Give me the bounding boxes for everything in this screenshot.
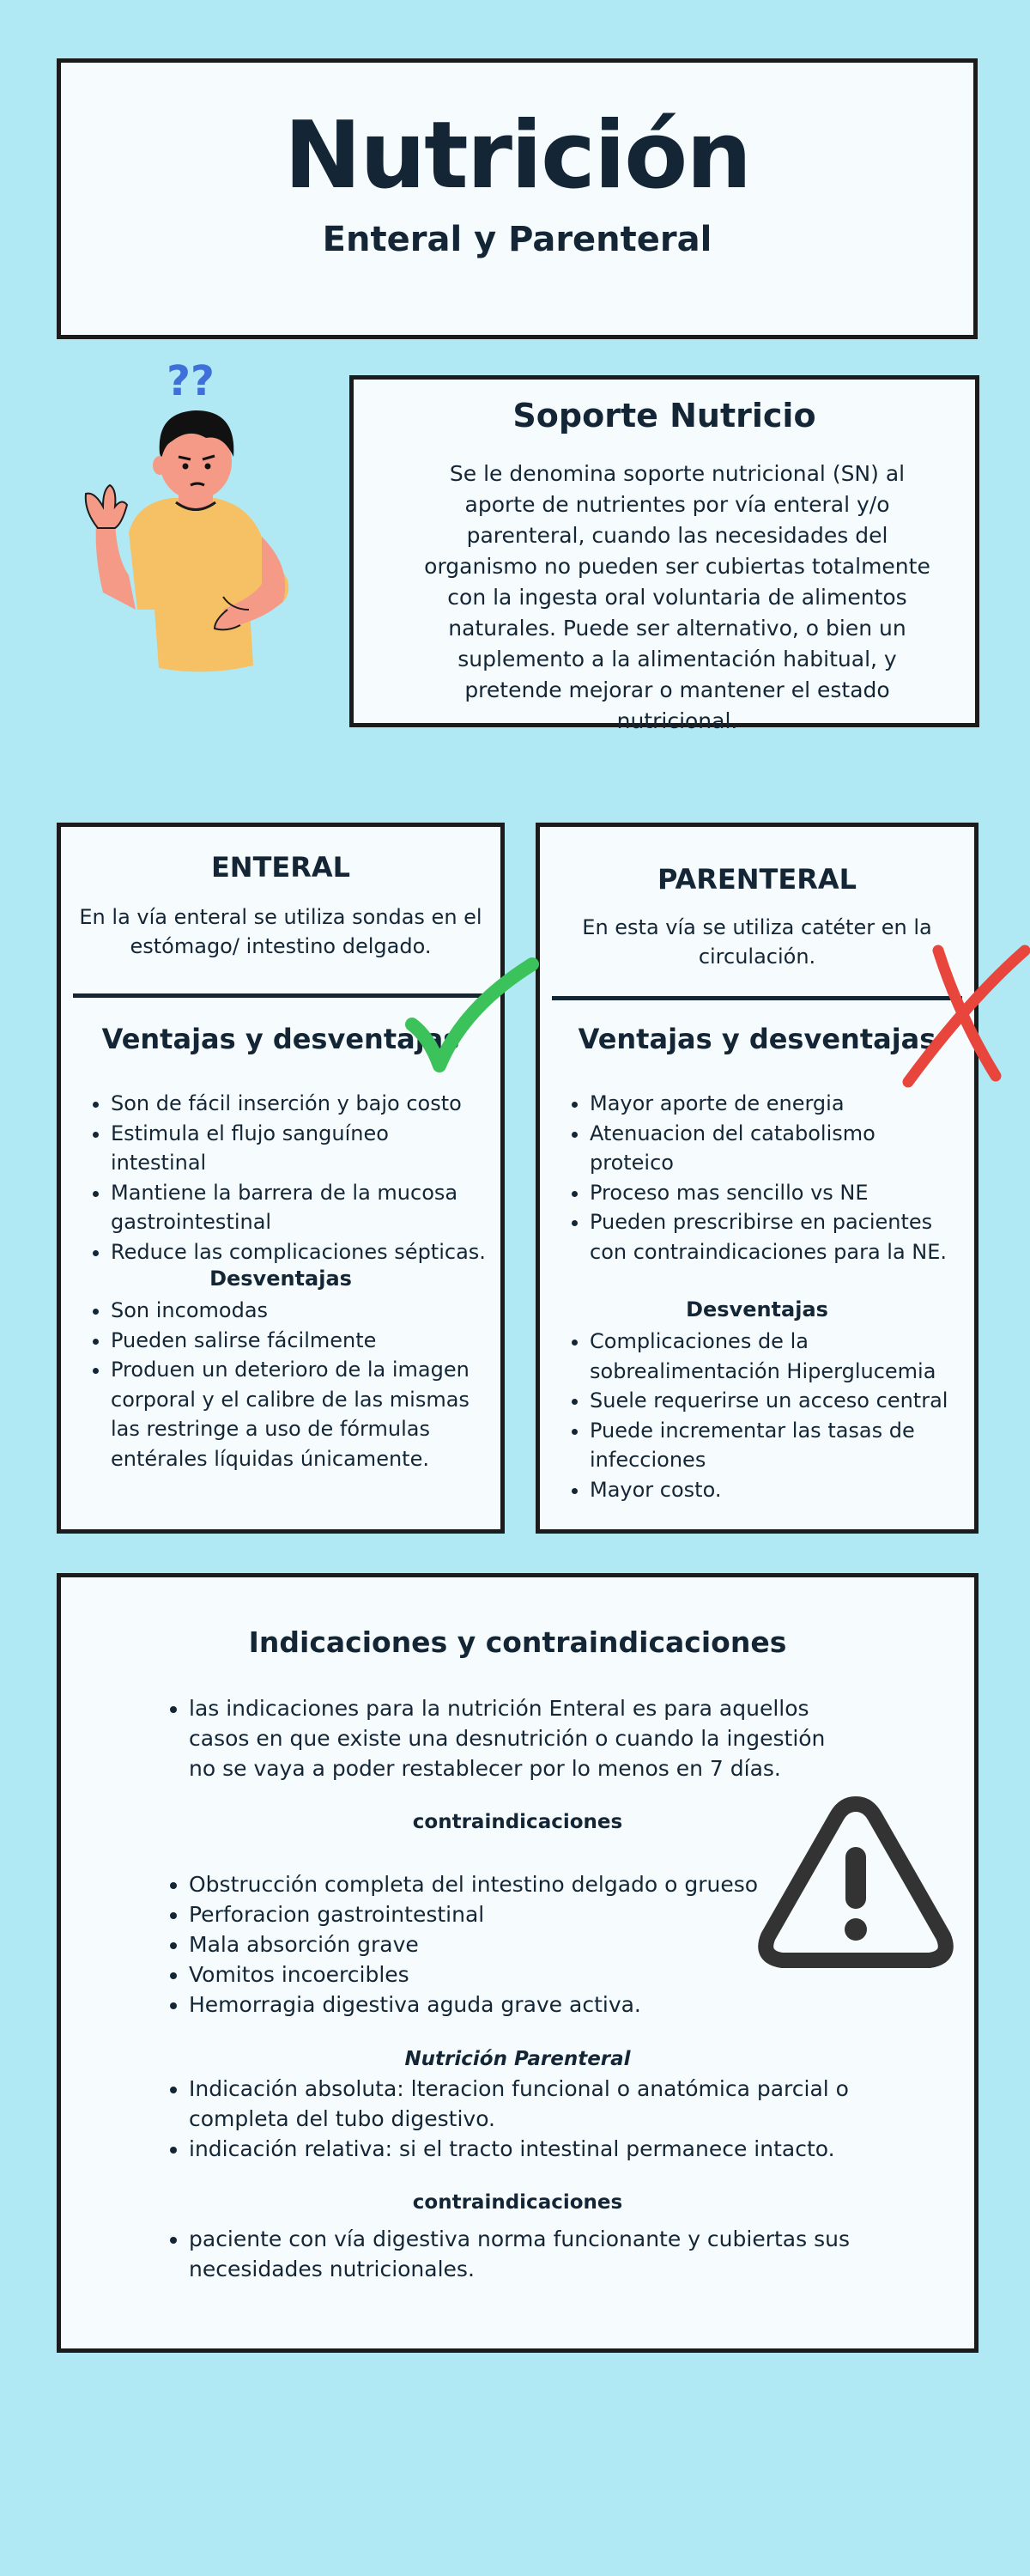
list-item: • Perforacion gastrointestinal xyxy=(189,1899,858,1929)
soporte-text: Se le denomina soporte nutricional (SN) al aporte de nutrientes por vía enteral y/o parenteral, cuando las necesidades del organismo no pueden ser cubiertas totalmente con la ingesta oral voluntaria de alimentos naturales. Puede ser alternativo, o bien un suplemento a la alimentación habitual, y pretende mejorar o mantener el estado nutricional. xyxy=(424,461,930,733)
parenteral-desventajas-list xyxy=(562,1327,962,1504)
parenteral-description: En esta vía se utiliza catéter en la circulación. xyxy=(582,915,932,969)
list-item: • Mayor aporte de energia xyxy=(590,1089,962,1119)
list-item: • paciente con vía digestiva norma funcionante y cubiertas sus necesidades nutricionales. xyxy=(189,2224,858,2284)
list-item: • Pueden prescribirse en pacientes con contraindicaciones para la NE. xyxy=(590,1207,962,1267)
warning-icon xyxy=(758,1792,954,1974)
enteral-desventajas-heading: Desventajas xyxy=(209,1267,352,1291)
contraindicaciones-heading-1: contraindicaciones xyxy=(412,1811,623,1833)
soporte-title: Soporte Nutricio xyxy=(512,397,816,434)
list-item: • Vomitos incoercibles xyxy=(189,1959,858,1990)
enteral-contraindicaciones-list xyxy=(161,1869,858,2020)
list-item: • Son incomodas xyxy=(111,1296,488,1326)
header-card xyxy=(57,58,978,339)
check-icon xyxy=(403,956,541,1080)
list-item: • Reduce las complicaciones sépticas. xyxy=(111,1237,488,1267)
parenteral-indicaciones-heading: Nutrición Parenteral xyxy=(404,2048,631,2070)
list-item: • Atenuacion del catabolismo proteico xyxy=(590,1119,962,1178)
enteral-desventajas-list xyxy=(83,1296,488,1473)
parenteral-ventajas-list xyxy=(562,1089,962,1267)
list-item: • Mantiene la barrera de la mucosa gastrointestinal xyxy=(111,1178,488,1237)
list-item: • Puede incrementar las tasas de infecciones xyxy=(590,1416,962,1475)
enteral-indicaciones-list xyxy=(161,1693,858,1783)
enteral-ventajas-heading: Ventajas y desventajas xyxy=(101,1023,460,1055)
contraindicaciones-heading-2: contraindicaciones xyxy=(412,2191,623,2214)
question-marks: ?? xyxy=(167,357,215,405)
page-title: Nutrición xyxy=(283,102,751,210)
indicaciones-card xyxy=(57,1573,978,2353)
list-item: • Produen un deterioro de la imagen corporal y el calibre de las mismas las restringe a uso de fórmulas entérales líquidas únicamente. xyxy=(111,1355,488,1473)
parenteral-title: PARENTERAL xyxy=(657,863,857,896)
list-item: • Pueden salirse fácilmente xyxy=(111,1326,488,1356)
list-item: • Indicación absoluta: lteracion funcional o anatómica parcial o completa del tubo digestivo. xyxy=(189,2074,858,2134)
list-item: • Hemorragia digestiva aguda grave activa. xyxy=(189,1990,858,2020)
list-item: • Mayor costo. xyxy=(590,1475,962,1505)
list-item: • Complicaciones de la sobrealimentación Hiperglucemia xyxy=(590,1327,962,1386)
enteral-description: En la vía enteral se utiliza sondas en el estómago/ intestino delgado. xyxy=(79,905,482,958)
list-item: • Mala absorción grave xyxy=(189,1929,858,1959)
cross-icon xyxy=(900,940,1030,1091)
parenteral-contraindicaciones-list xyxy=(161,2224,858,2284)
list-item: • Proceso mas sencillo vs NE xyxy=(590,1178,962,1208)
parenteral-desventajas-heading: Desventajas xyxy=(686,1297,828,1321)
list-item: • indicación relativa: si el tracto intestinal permanece intacto. xyxy=(189,2134,858,2164)
list-item: • las indicaciones para la nutrición Enteral es para aquellos casos en que existe una desnutrición o cuando la ingestión no se vaya a poder restablecer por lo menos en 7 días. xyxy=(189,1693,858,1783)
parenteral-card xyxy=(536,823,978,1534)
enteral-ventajas-list xyxy=(83,1089,488,1267)
page-subtitle: Enteral y Parenteral xyxy=(322,220,712,259)
list-item: • Son de fácil inserción y bajo costo xyxy=(111,1089,488,1119)
list-item: • Obstrucción completa del intestino delgado o grueso xyxy=(189,1869,858,1899)
indicaciones-title: Indicaciones y contraindicaciones xyxy=(248,1625,787,1659)
list-item: • Suele requerirse un acceso central xyxy=(590,1386,962,1416)
confused-person-illustration xyxy=(77,352,313,687)
soporte-card xyxy=(349,375,979,733)
list-item: • Estimula el flujo sanguíneo intestinal xyxy=(111,1119,488,1178)
enteral-title: ENTERAL xyxy=(210,851,351,884)
parenteral-ventajas-heading: Ventajas y desventajas xyxy=(578,1023,936,1055)
parenteral-indicaciones-list xyxy=(161,2074,858,2164)
enteral-card xyxy=(57,823,505,1534)
